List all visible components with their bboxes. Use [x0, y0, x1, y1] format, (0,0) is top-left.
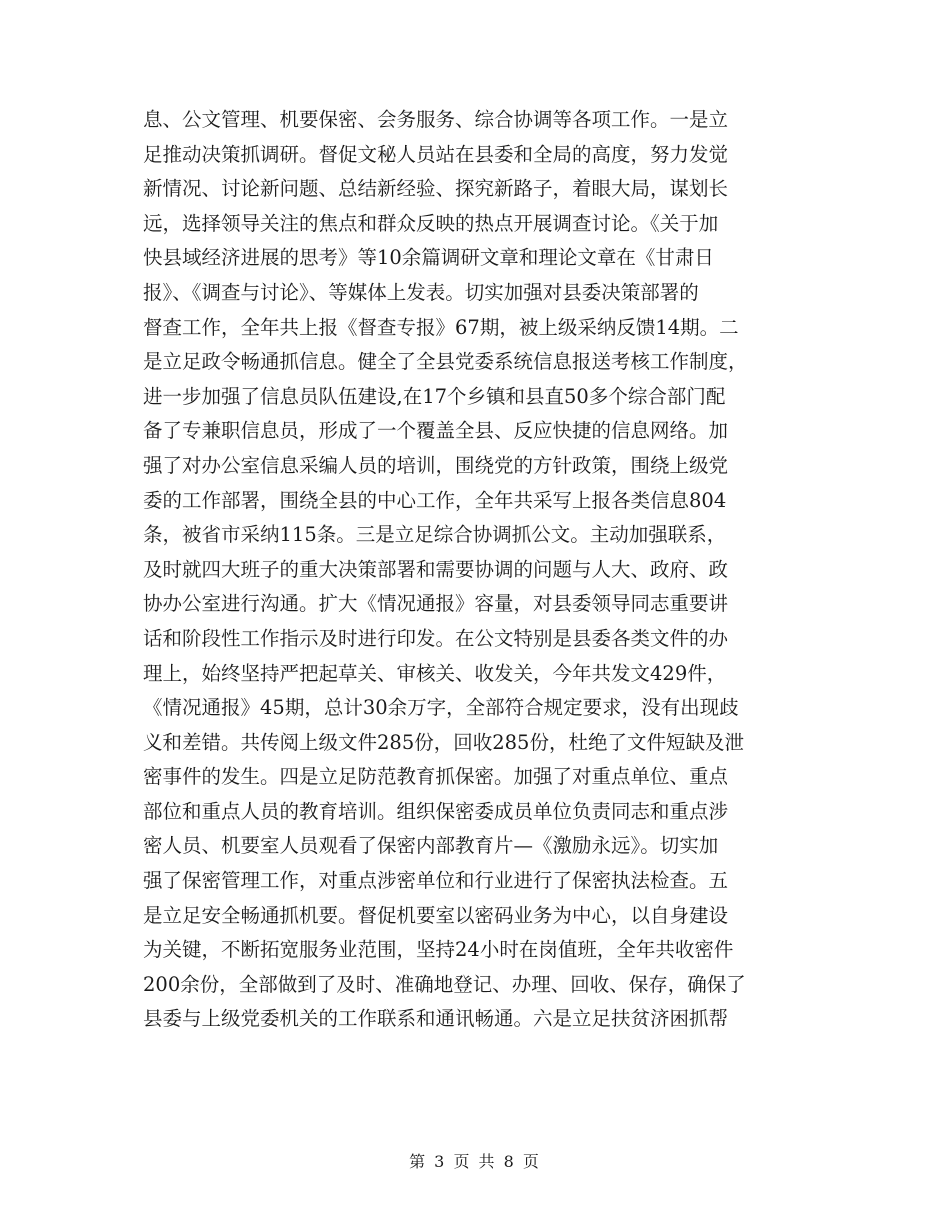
text-line: 委的工作部署，围绕全县的中心工作，全年共采写上报各类信息804 [143, 488, 727, 512]
text-line: 报》、《调查与讨论》、等媒体上发表。切实加强对县委决策部署的 [143, 280, 699, 304]
text-line: 快县域经济进展的思考》等10余篇调研文章和理论文章在《甘肃日 [143, 246, 714, 270]
text-line: 备了专兼职信息员，形成了一个覆盖全县、反应快捷的信息网络。加 [143, 419, 729, 443]
text-line: 为关键，不断拓宽服务业范围，坚持24小时在岗值班，全年共收密件 [143, 938, 734, 962]
page-footer: 第 3 页 共 8 页 [409, 1152, 541, 1171]
text-line: 部位和重点人员的教育培训。组织保密委成员单位负责同志和重点涉 [143, 799, 729, 823]
text-line: 200余份，全部做到了及时、准确地登记、办理、回收、保存，确保了 [143, 972, 746, 996]
text-line: 协办公室进行沟通。扩大《情况通报》容量，对县委领导同志重要讲 [143, 592, 729, 616]
body-text [143, 103, 803, 1037]
text-line: 息、公文管理、机要保密、会务服务、综合协调等各项工作。一是立 [143, 108, 729, 131]
text-line: 新情况、讨论新问题、总结新经验、探究新路子，着眼大局，谋划长 [143, 177, 729, 201]
text-line: 督查工作，全年共上报《督查专报》67期，被上级采纳反馈14期。二 [143, 315, 739, 339]
text-line: 义和差错。共传阅上级文件285份，回收285份，杜绝了文件短缺及泄 [143, 730, 744, 754]
text-line: 县委与上级党委机关的工作联系和通讯畅通。六是立足扶贫济困抓帮 [143, 1007, 729, 1031]
text-line: 话和阶段性工作指示及时进行印发。在公文特别是县委各类文件的办 [143, 626, 729, 650]
text-line: 进一步加强了信息员队伍建设,在17个乡镇和县直50多个综合部门配 [143, 384, 726, 408]
text-line: 足推动决策抓调研。督促文秘人员站在县委和全局的高度，努力发觉 [143, 142, 729, 166]
text-line: 《情况通报》45期，总计30余万字，全部符合规定要求，没有出现歧 [143, 696, 739, 720]
text-line: 条，被省市采纳115条。三是立足综合协调抓公文。主动加强联系， [143, 523, 727, 547]
text-line: 强了保密管理工作，对重点涉密单位和行业进行了保密执法检查。五 [143, 869, 729, 893]
text-line: 是立足安全畅通抓机要。督促机要室以密码业务为中心，以自身建设 [143, 903, 729, 927]
text-line: 密事件的发生。四是立足防范教育抓保密。加强了对重点单位、重点 [143, 765, 729, 789]
text-line: 密人员、机要室人员观看了保密内部教育片—《激励永远》。切实加 [143, 834, 719, 858]
text-line: 强了对办公室信息采编人员的培训，围绕党的方针政策，围绕上级党 [143, 453, 729, 477]
text-line: 远，选择领导关注的焦点和群众反映的热点开展调查讨论。《关于加 [143, 211, 719, 235]
text-line: 及时就四大班子的重大决策部署和需要协调的问题与人大、政府、政 [143, 557, 729, 581]
text-line: 是立足政令畅通抓信息。健全了全县党委系统信息报送考核工作制度， [143, 350, 748, 374]
text-line: 理上，始终坚持严把起草关、审核关、收发关，今年共发文429件， [143, 661, 727, 685]
